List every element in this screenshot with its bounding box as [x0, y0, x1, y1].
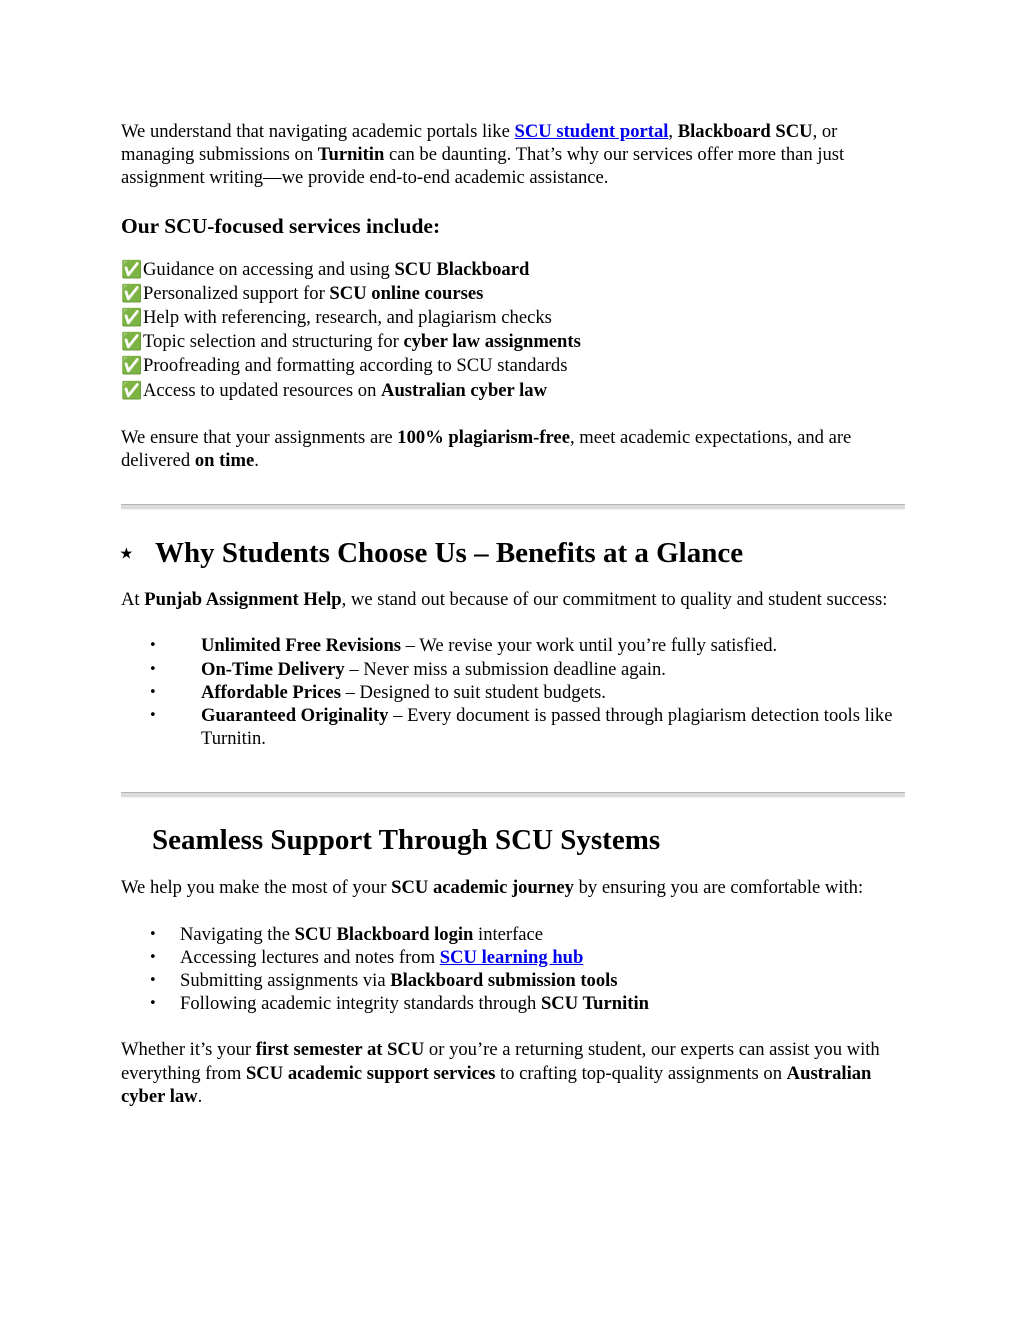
services-heading: Our SCU-focused services include:	[121, 213, 441, 238]
closing-text: .	[197, 1085, 203, 1107]
item-bold-text: Blackboard submission tools	[390, 970, 618, 992]
bullet-icon: •	[149, 996, 157, 1012]
item-bold-text: Australian cyber law	[381, 379, 547, 401]
systems-list	[121, 923, 906, 1016]
seamless-intro-text: by ensuring you are comfortable with:	[573, 877, 864, 899]
closing-text: Whether it’s your	[121, 1039, 256, 1061]
list-item	[121, 704, 906, 750]
closing-paragraph	[121, 1038, 906, 1108]
benefit-text: – Every document is passed through plagiarism detection tools like Turnitin.	[201, 705, 893, 750]
intro-text: can be daunting. That’s why our services offer more than just assignment writing—we provide end-to-end academic assistance.	[121, 144, 845, 189]
item-text: Following academic integrity standards through	[180, 993, 541, 1015]
item-text: Submitting assignments via	[180, 970, 391, 992]
closing-text: or you’re a returning student, our experts can assist you with everything from	[121, 1039, 880, 1084]
bullet-icon: •	[149, 926, 157, 942]
scu-student-portal-link[interactable]: SCU student portal	[514, 121, 669, 142]
item-text: Proofreading and formatting according to SCU standards	[143, 355, 568, 377]
why-intro-bold-text: Punjab Assignment Help	[144, 589, 342, 611]
intro-paragraph	[121, 120, 906, 190]
item-text: Help with referencing, research, and plagiarism checks	[143, 307, 552, 329]
seamless-intro-bold-text: SCU academic journey	[391, 877, 574, 899]
item-text: Access to updated resources on	[143, 379, 382, 401]
scu-learning-hub-link[interactable]: SCU learning hub	[439, 946, 584, 968]
list-item	[121, 634, 906, 657]
list-item	[121, 992, 906, 1015]
benefit-text: – Designed to suit student budgets.	[340, 681, 606, 703]
benefit-text: – We revise your work until you’re fully satisfied.	[401, 635, 778, 657]
closing-bold-text: SCU academic support services	[245, 1062, 496, 1084]
item-text: Personalized support for	[143, 282, 330, 304]
benefit-title: On-Time Delivery	[201, 658, 345, 680]
seamless-intro-paragraph	[121, 876, 906, 899]
intro-text: , or managing submissions on	[121, 121, 838, 166]
check-mark-icon: ✅	[121, 308, 143, 329]
item-bold-text: SCU online courses	[329, 282, 484, 304]
list-item	[121, 946, 906, 969]
bullet-icon: •	[149, 661, 157, 677]
list-item	[121, 681, 906, 704]
intro-text: We understand that navigating academic portals like	[121, 121, 515, 142]
ensure-bold-text: on time	[194, 450, 255, 472]
benefit-title: Unlimited Free Revisions	[201, 635, 402, 657]
bullet-icon: •	[149, 684, 157, 700]
list-item	[121, 379, 906, 403]
item-text: interface	[473, 923, 544, 945]
horizontal-divider	[121, 504, 905, 510]
horizontal-divider	[121, 792, 905, 798]
check-mark-icon: ✅	[121, 332, 143, 353]
why-intro-paragraph	[121, 588, 906, 611]
why-section-title	[121, 534, 906, 571]
bullet-icon: •	[149, 638, 157, 654]
list-item	[121, 354, 906, 378]
item-text: Navigating the	[180, 923, 295, 945]
why-intro-text: , we stand out because of our commitment to quality and student success:	[341, 589, 888, 611]
benefit-title: Guaranteed Originality	[201, 705, 389, 727]
seamless-intro-text: We help you make the most of your	[121, 877, 392, 899]
item-bold-text: SCU Turnitin	[540, 993, 649, 1015]
ensure-bold-text: 100% plagiarism-free	[397, 426, 570, 448]
intro-bold-text: Blackboard SCU	[677, 121, 813, 142]
check-mark-icon: ✅	[121, 380, 143, 401]
item-text: Guidance on accessing and using	[143, 258, 395, 280]
ensure-text: , meet academic expectations, and are delivered	[121, 426, 852, 472]
bullet-icon: •	[149, 973, 157, 989]
list-item	[121, 282, 906, 306]
check-mark-icon: ✅	[121, 356, 143, 377]
seamless-section-title: Seamless Support Through SCU Systems	[152, 824, 661, 857]
item-bold-text: cyber law assignments	[403, 331, 581, 353]
document-body	[121, 120, 906, 1108]
closing-bold-text: Australian cyber law	[121, 1062, 872, 1107]
bullet-icon: •	[149, 949, 157, 965]
ensure-paragraph	[121, 426, 906, 472]
benefits-list	[121, 634, 906, 750]
list-item	[121, 306, 906, 330]
ensure-text: .	[254, 450, 259, 472]
item-text: Topic selection and structuring for	[143, 331, 404, 353]
item-bold-text: SCU Blackboard	[394, 258, 530, 280]
benefit-title: Affordable Prices	[201, 681, 341, 703]
benefit-text: – Never miss a submission deadline again.	[344, 658, 666, 680]
intro-text: ,	[668, 121, 678, 142]
why-intro-text: At	[121, 589, 145, 611]
list-item	[121, 923, 906, 946]
check-mark-icon: ✅	[121, 283, 143, 304]
closing-text: to crafting top-quality assignments on	[495, 1062, 787, 1084]
item-bold-text: SCU Blackboard login	[294, 923, 474, 945]
services-list	[121, 258, 906, 403]
why-title-text: Why Students Choose Us – Benefits at a Glance	[155, 537, 744, 570]
bullet-icon: •	[149, 708, 157, 724]
list-item	[121, 969, 906, 992]
check-mark-icon: ✅	[121, 259, 143, 280]
list-item	[121, 330, 906, 354]
list-item	[121, 658, 906, 681]
intro-bold-text: Turnitin	[317, 144, 385, 166]
ensure-text: We ensure that your assignments are	[121, 426, 398, 448]
closing-bold-text: first semester at SCU	[255, 1039, 425, 1061]
list-item	[121, 258, 906, 282]
item-text: Accessing lectures and notes from	[180, 946, 440, 968]
star-icon: ⭑	[121, 540, 132, 565]
